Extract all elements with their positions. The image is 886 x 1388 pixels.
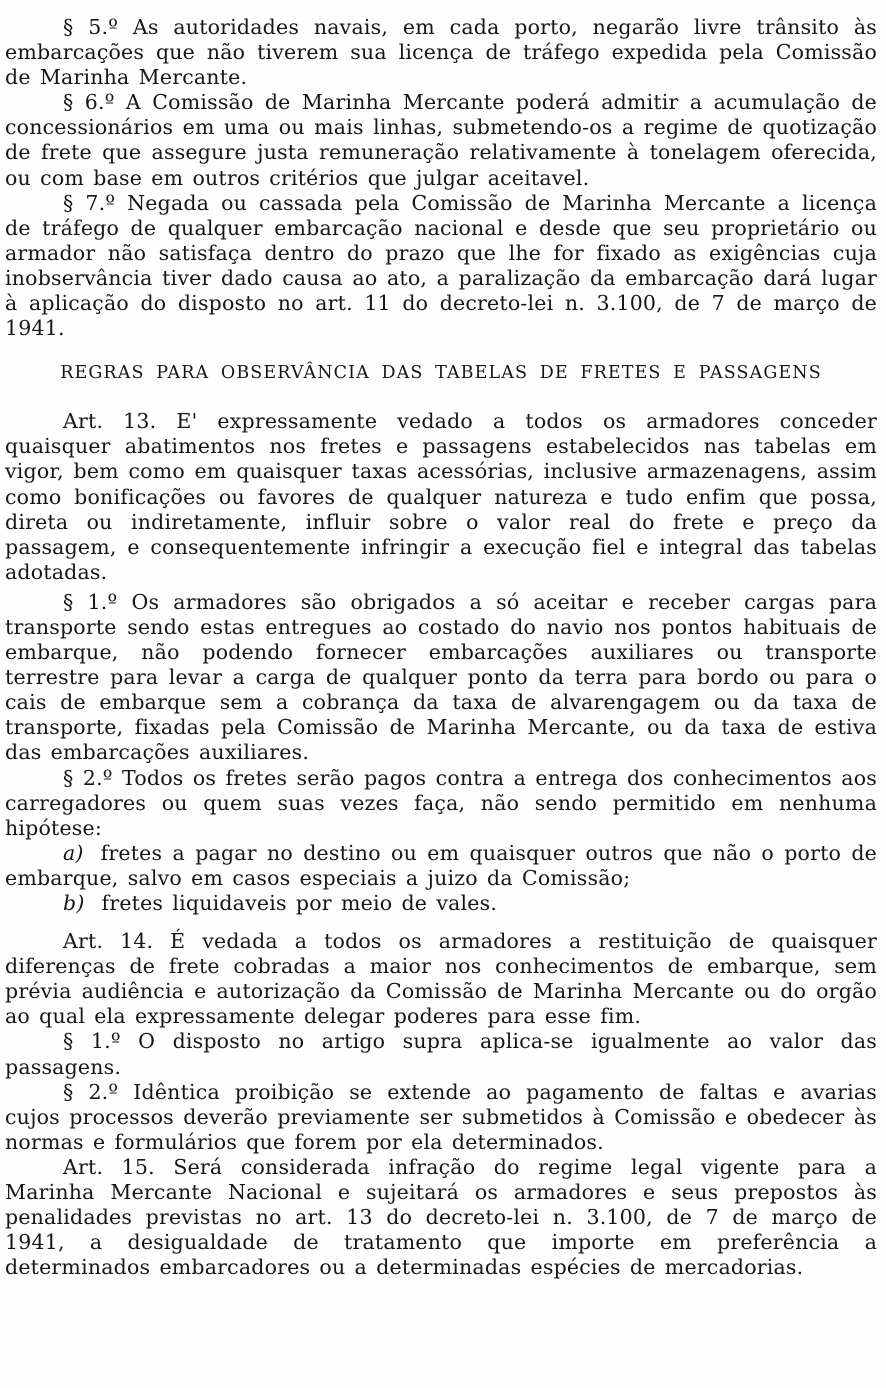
list-item-b-marker: b) [63, 891, 85, 915]
paragraph-sec7: § 7.º Negada ou cassada pela Comissão de Marinha Mercante a licença de tráfego de qualquer embarcação nacional e desde que seu proprietário ou armador não satisfaça dentro do prazo que lhe for fixado as exigências cuja inobservância tiver dado causa ao ato, a paralização da embarcação dará lugar à aplicação do disposto no art. 11 do decreto-lei n. 3.100, de 7 de março de 1941. [5, 190, 877, 341]
paragraph-art14: Art. 14. É vedada a todos os armadores a restituição de quaisquer diferenças de frete cobradas a maior nos conhecimentos de embarque, sem prévia audiência e autorização da Comissão de Marinha Mercante ou do orgão ao qual ela expressamente delegar poderes para esse fim. [5, 929, 877, 1029]
list-item-b-text: fretes liquidaveis por meio de vales. [101, 891, 498, 915]
section-heading: REGRAS PARA OBSERVÂNCIA DAS TABELAS DE FRETES E PASSAGENS [60, 363, 822, 384]
list-item-a-text: fretes a pagar no destino ou em quaisquer outros que não o porto de embarque, salvo em casos especiais a juizo da Comissão; [5, 840, 877, 890]
list-item-b [5, 891, 877, 916]
paragraph-sec6: § 6.º A Comissão de Marinha Mercante poderá admitir a acumulação de concessionários em uma ou mais linhas, submetendo-os a regime de quotização de frete que assegure justa remuneração relativamente à tonelagem oferecida, ou com base em outros critérios que julgar aceitavel. [5, 90, 877, 190]
paragraph-art13-sec1: § 1.º Os armadores são obrigados a só aceitar e receber cargas para transporte sendo estas entregues ao costado do navio nos pontos habituais de embarque, não podendo fornecer embarcações auxiliares ou transporte terrestre para levar a carga de qualquer ponto da terra para bordo ou para o cais de embarque sem a cobrança da taxa de alvarengagem ou da taxa de transporte, fixadas pela Comissão de Marinha Mercante, ou da taxa de estiva das embarcações auxiliares. [5, 589, 877, 765]
paragraph-art14-sec2: § 2.º Idêntica proibição se extende ao pagamento de faltas e avarias cujos processos deverão previamente ser submetidos à Comissão e obedecer às normas e formulários que forem por ela determinados. [5, 1079, 877, 1154]
paragraph-sec5: § 5.º As autoridades navais, em cada porto, negarão livre trânsito às embarcações que não tiverem sua licença de tráfego expedida pela Comissão de Marinha Mercante. [5, 15, 877, 90]
paragraph-art14-sec1: § 1.º O disposto no artigo supra aplica-se igualmente ao valor das passagens. [5, 1029, 877, 1079]
list-item-a [5, 841, 877, 891]
list-item-a-marker: a) [63, 840, 84, 865]
paragraph-art15: Art. 15. Será considerada infração do regime legal vigente para a Marinha Mercante Nacional e sujeitará os armadores e seus prepostos às penalidades previstas no art. 13 do decreto-lei n. 3.100, de 7 de março de 1941, a desigualdade de tratamento que importe em preferência a determinados embarcadores ou a determinadas espécies de mercadorias. [5, 1154, 877, 1280]
paragraph-art13-sec2: § 2.º Todos os fretes serão pagos contra a entrega dos conhecimentos aos carregadores ou quem suas vezes faça, não sendo permitido em nenhuma hipótese: [5, 765, 877, 840]
paragraph-art13: Art. 13. E' expressamente vedado a todos os armadores conceder quaisquer abatimentos nos fretes e passagens estabelecidos nas tabelas em vigor, bem como em quaisquer taxas acessórias, inclusive armazenagens, assim como bonificações ou favores de qualquer natureza e tudo enfim que possa, direta ou indiretamente, influir sobre o valor real do frete e preço da passagem, e consequentemente infringir a execução fiel e integral das tabelas adotadas. [5, 409, 877, 584]
